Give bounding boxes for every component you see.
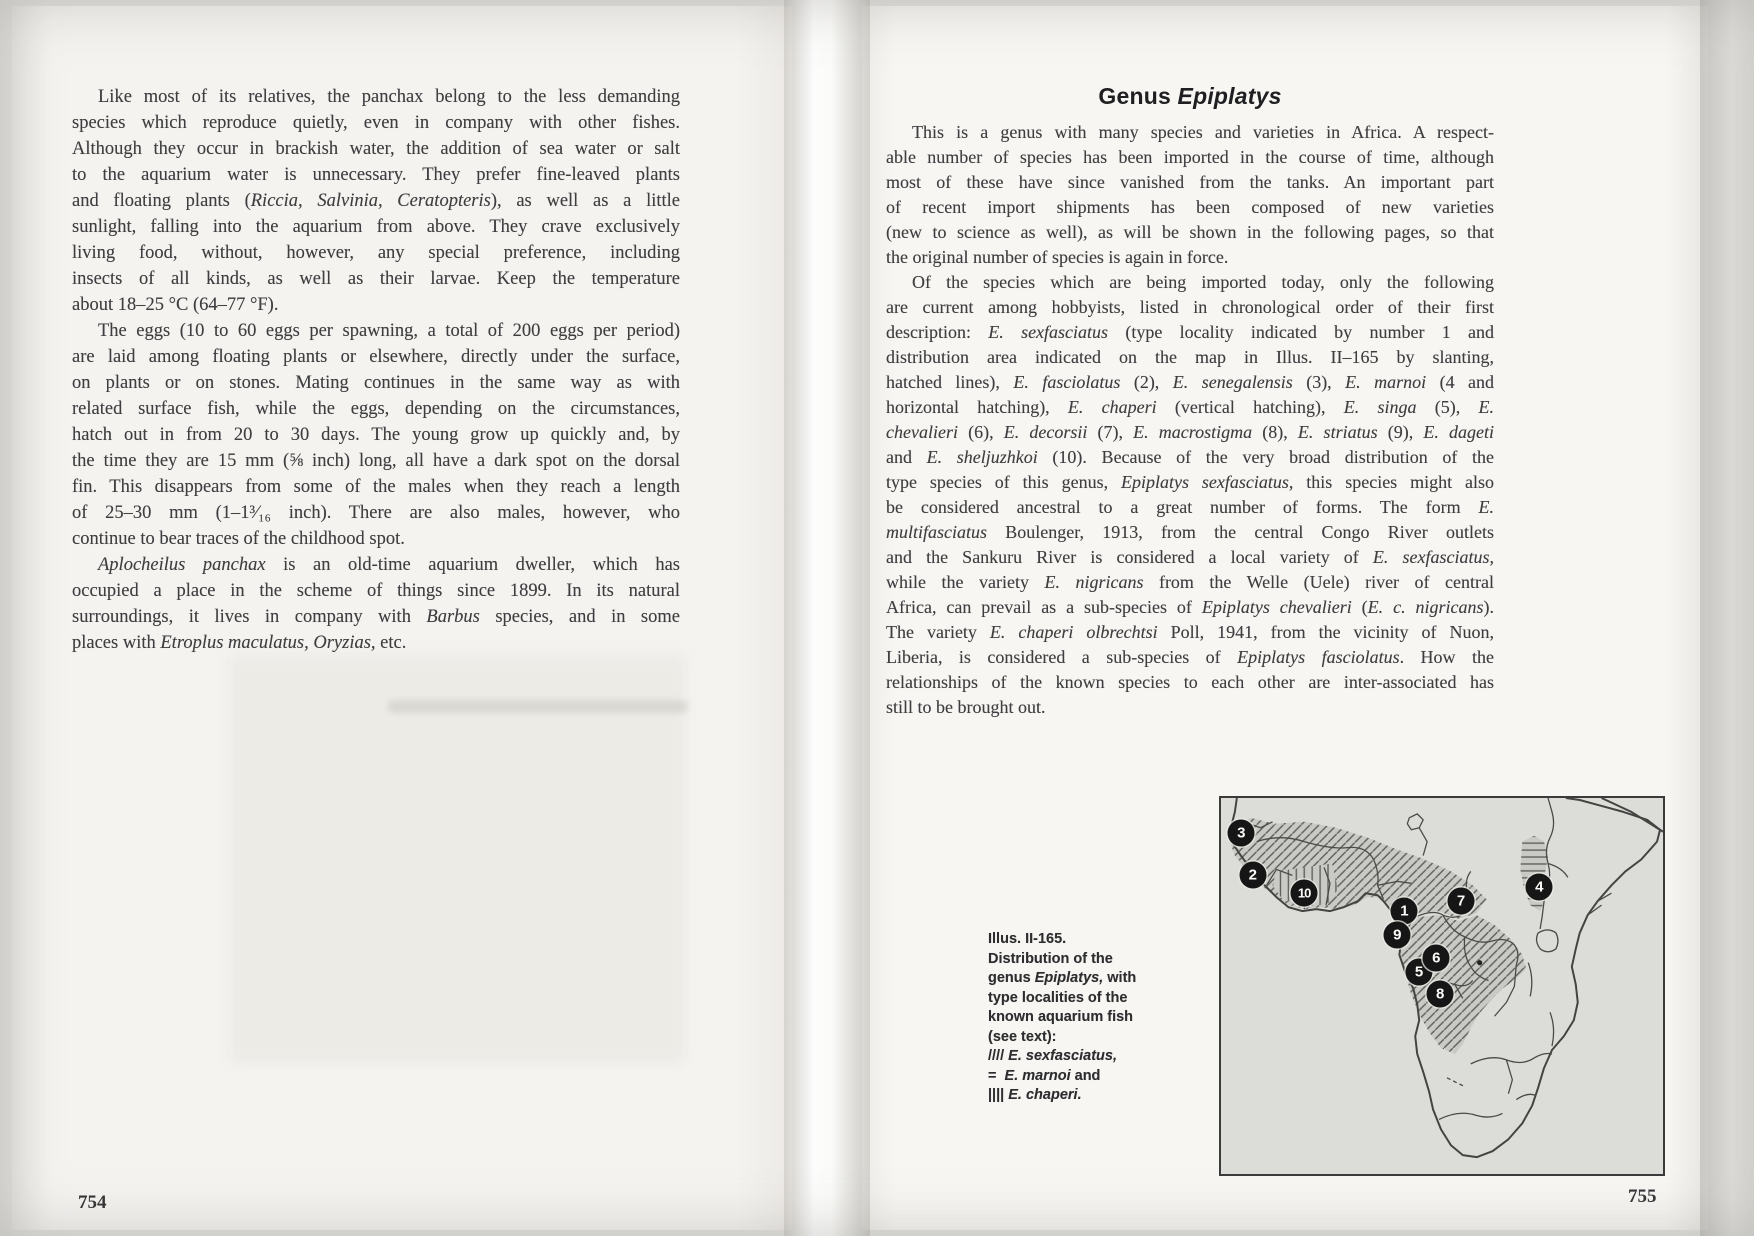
text-line: are current among hobbyists, listed in chronological order of their first <box>886 297 1494 317</box>
caption-line: //// E. sexfasciatus, <box>988 1048 1117 1064</box>
text-line: are laid among floating plants or elsewhere, directly under the surface, <box>72 347 680 367</box>
right-page-text <box>886 84 1494 720</box>
text-line: while the variety E. nigricans from the Welle (Uele) river of central <box>886 572 1494 592</box>
text-line: places with Etroplus maculatus, Oryzias, etc. <box>72 633 407 653</box>
text-line: sunlight, falling into the aquarium from above. They crave exclusively <box>72 217 680 237</box>
text-line: Aplocheilus panchax is an old-time aquarium dweller, which has <box>98 555 681 575</box>
paragraph <box>886 270 1494 720</box>
map-marker-4: 4 <box>1526 874 1553 901</box>
caption-line: genus Epiplatys, with <box>988 970 1137 986</box>
text-line: The variety E. chaperi olbrechtsi Poll, 1941, from the vicinity of Nuon, <box>886 622 1494 642</box>
text-line: description: E. sexfasciatus (type locality indicated by number 1 and <box>886 322 1495 342</box>
right-page-paragraphs <box>886 120 1494 720</box>
paragraph <box>72 84 680 318</box>
bleed-through-text-smudge <box>388 700 688 713</box>
caption-line: type localities of the <box>988 989 1128 1006</box>
text-line: living food, without, however, any special preference, including <box>72 243 680 263</box>
text-line: Liberia, is considered a sub-species of Epiplatys fasciolatus. How the <box>886 647 1494 667</box>
text-line: the time they are 15 mm (⅝ inch) long, all have a dark spot on the dorsal <box>72 451 680 471</box>
text-line: distribution area indicated on the map in Illus. II–165 by slanting, <box>886 347 1494 367</box>
map-marker-8: 8 <box>1427 981 1454 1008</box>
text-line: and E. sheljuzhkoi (10). Because of the very broad distribution of the <box>886 447 1494 467</box>
text-line: multifasciatus Boulenger, 1913, from the central Congo River outlets <box>886 522 1494 542</box>
text-line: and the Sankuru River is considered a local variety of E. sexfasciatus, <box>886 547 1494 567</box>
text-line: still to be brought out. <box>886 697 1046 717</box>
text-line: continue to bear traces of the childhood spot. <box>72 529 405 549</box>
caption-line: known aquarium fish <box>988 1009 1134 1025</box>
map-marker-1: 1 <box>1391 898 1418 925</box>
text-line: type species of this genus, Epiplatys sexfasciatus, this species might also <box>886 472 1494 492</box>
text-line: The eggs (10 to 60 eggs per spawning, a total of 200 eggs per period) <box>98 321 680 341</box>
text-line: to the aquarium water is unnecessary. They prefer fine-leaved plants <box>72 165 680 185</box>
genus-heading <box>886 84 1494 112</box>
text-line: (new to science as well), as will be shown in the following pages, so that <box>886 222 1494 242</box>
map-marker-10: 10 <box>1291 880 1318 907</box>
map-marker-9: 9 <box>1384 921 1411 948</box>
map-caption <box>988 930 1178 1106</box>
text-line: chevalieri (6), E. decorsii (7), E. macrostigma (8), E. striatus (9), E. dageti <box>886 422 1494 442</box>
caption-line: Distribution of the <box>988 950 1113 967</box>
right-page-number: 755 <box>1628 1186 1657 1207</box>
left-page-number: 754 <box>78 1192 107 1213</box>
text-line: be considered ancestral to a great number of forms. The form E. <box>886 497 1494 517</box>
book-gutter-shadow <box>784 0 870 1236</box>
text-line: species which reproduce quietly, even in company with other fishes. <box>72 113 680 133</box>
text-line: relationships of the known species to each other are inter-associated has <box>886 672 1494 692</box>
text-line: on plants or on stones. Mating continues in the same way as with <box>72 373 680 393</box>
paragraph <box>72 318 680 552</box>
text-line: surroundings, it lives in company with Barbus species, and in some <box>72 607 680 627</box>
text-line: Of the species which are being imported today, only the following <box>912 272 1494 292</box>
map-marker-2: 2 <box>1239 862 1266 889</box>
map-marker-3: 3 <box>1228 819 1255 846</box>
text-line: Although they occur in brackish water, the addition of sea water or salt <box>72 139 680 159</box>
text-line: fin. This disappears from some of the males when they reach a length <box>72 477 680 497</box>
text-line: most of these have since vanished from the tanks. An important part <box>886 172 1494 192</box>
text-line: of 25–30 mm (1–1³⁄₁₆ inch). There are also males, however, who <box>72 503 680 523</box>
text-line: able number of species has been imported in the course of time, although <box>886 147 1494 167</box>
genus-heading-italic: Epiplatys <box>1177 83 1282 109</box>
map-marker-5: 5 <box>1406 958 1433 985</box>
text-line: the original number of species is again in force. <box>886 247 1229 267</box>
caption-line: = E. marnoi and <box>988 1067 1101 1084</box>
caption-line: Illus. II-165. <box>988 931 1067 947</box>
distribution-map <box>1219 796 1665 1176</box>
text-line: of recent import shipments has been composed of new varieties <box>886 197 1494 217</box>
text-line: occupied a place in the scheme of things since 1899. In its natural <box>72 581 680 601</box>
text-line: hatched lines), E. fasciolatus (2), E. senegalensis (3), E. marnoi (4 and <box>886 372 1495 392</box>
bleed-through-artifact <box>230 655 685 1063</box>
text-line: This is a genus with many species and varieties in Africa. A respect- <box>912 122 1494 142</box>
text-line: hatch out in from 20 to 30 days. The young grow up quickly and, by <box>72 425 680 445</box>
text-line: about 18–25 °C (64–77 °F). <box>72 295 279 315</box>
map-marker-6: 6 <box>1423 944 1450 971</box>
text-line: related surface fish, while the eggs, depending on the circumstances, <box>72 399 680 419</box>
left-page-text <box>72 84 680 656</box>
paragraph <box>72 552 680 656</box>
text-line: horizontal hatching), E. chaperi (vertical hatching), E. singa (5), E. <box>886 397 1494 417</box>
paragraph <box>886 120 1494 270</box>
caption-line: (see text): <box>988 1028 1057 1045</box>
text-line: insects of all kinds, as well as their larvae. Keep the temperature <box>72 269 680 289</box>
caption-line: |||| E. chaperi. <box>988 1087 1082 1103</box>
text-line: Africa, can prevail as a sub-species of Epiplatys chevalieri (E. c. nigricans). <box>886 597 1494 617</box>
genus-heading-regular: Genus <box>1098 83 1178 109</box>
page-edge-shadow <box>1700 0 1754 1236</box>
map-markers <box>1221 798 1663 1174</box>
map-marker-7: 7 <box>1448 888 1475 915</box>
text-line: Like most of its relatives, the panchax belong to the less demanding <box>98 87 680 107</box>
text-line: and floating plants (Riccia, Salvinia, Ceratopteris), as well as a little <box>72 191 680 211</box>
